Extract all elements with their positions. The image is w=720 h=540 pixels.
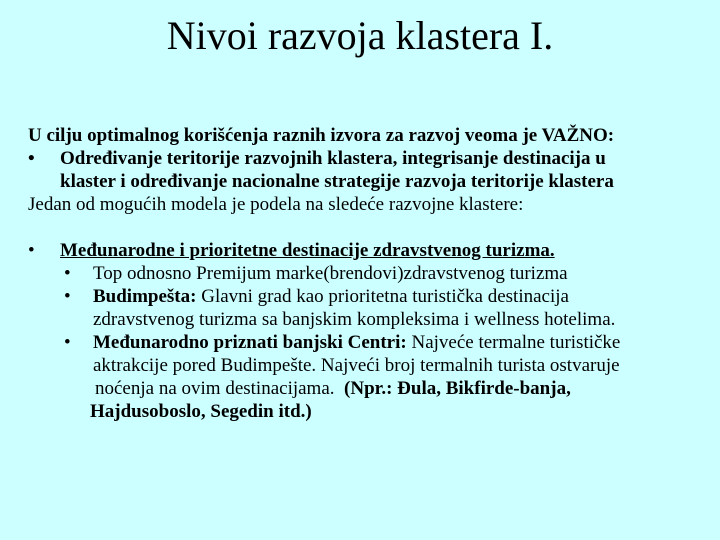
intro-bullet-item	[28, 147, 708, 193]
sub-item-top-brands	[28, 262, 708, 285]
sub-item-text: Top odnosno Premijum marke(brendovi)zdravstvenog turizma	[93, 263, 568, 284]
bullet-icon: •	[64, 332, 71, 353]
intro-bullet-line1: Određivanje teritorije razvojnih klastera, integrisanje destinacija u	[60, 148, 606, 169]
examples-text-end: Hajdusoboslo, Segedin itd.)	[90, 401, 312, 422]
sub-item-text: noćenja na ovim destinacijama.	[95, 378, 335, 399]
sub-item-text: zdravstvenog turizma sa banjskim kompleksima i wellness hotelima.	[93, 309, 616, 330]
bullet-icon: •	[28, 240, 35, 261]
section-bullet-item	[28, 239, 708, 262]
bullet-icon: •	[64, 286, 71, 307]
slide-title: Nivoi razvoja klastera I.	[166, 13, 554, 58]
sub-item-bold: Budimpešta:	[93, 286, 197, 307]
intro-model-line: Jedan od mogućih modela je podela na sledeće razvojne klastere:	[28, 194, 524, 215]
slide-content	[28, 124, 708, 423]
sub-item-bold: Međunarodno priznati banjski Centri:	[93, 332, 407, 353]
sub-item-text: Najveće termalne turističke	[406, 332, 621, 353]
sub-item-spa-centers	[28, 331, 708, 377]
bullet-icon: •	[64, 263, 71, 284]
examples-text: (Npr.: Đula, Bikfirde-banja,	[344, 378, 571, 399]
intro-bullet-line2: klaster i određivanje nacionalne strategije razvoja teritorije klastera	[60, 171, 614, 192]
sub-item-text: Glavni grad kao prioritetna turistička destinacija	[196, 286, 569, 307]
sub-item-continuation	[28, 377, 708, 400]
section-heading: Međunarodne i prioritetne destinacije zdravstvenog turizma.	[60, 240, 555, 261]
sub-item-budapest	[28, 285, 708, 331]
intro-line: U cilju optimalnog korišćenja raznih izvora za razvoj veoma je VAŽNO:	[28, 125, 615, 146]
bullet-icon: •	[28, 148, 35, 169]
sub-item-text: aktrakcije pored Budimpešte. Najveći broj termalnih turista ostvaruje	[93, 355, 620, 376]
